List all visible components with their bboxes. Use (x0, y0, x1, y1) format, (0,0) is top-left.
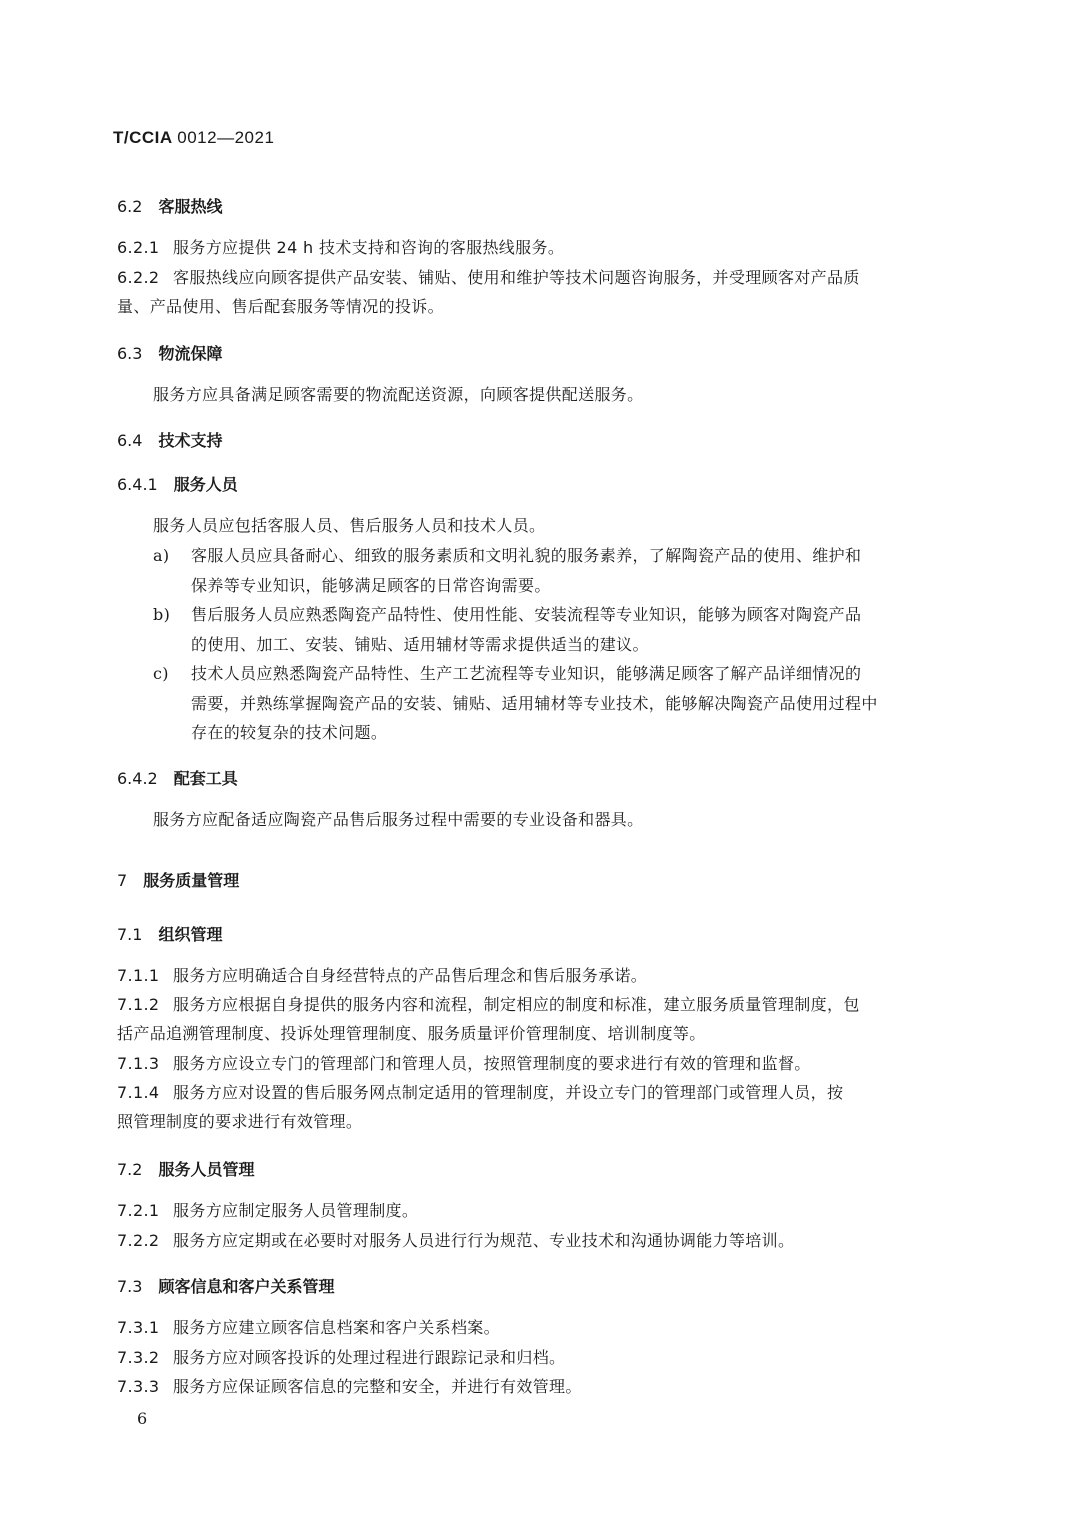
heading-6-2 (117, 194, 222, 217)
clause-text-line: 照管理制度的要求进行有效管理。 (117, 1111, 363, 1131)
heading-7-1 (117, 922, 222, 945)
clause-6-2-2 (117, 264, 951, 321)
clause-number: 6.2.1 (117, 238, 160, 257)
list-text-line: 客服人员应具备耐心、细致的服务素质和文明礼貌的服务素养，了解陶瓷产品的使用、维护和 (191, 546, 862, 565)
clause-text: 服务方应定期或在必要时对服务人员进行行为规范、专业技术和沟通协调能力等培训。 (173, 1231, 795, 1250)
section-number: 6.4 (117, 431, 143, 450)
list-item-b (153, 600, 862, 654)
section-number: 7.2 (117, 1160, 143, 1179)
clause-7-1-3 (117, 1050, 951, 1079)
heading-6-3 (117, 341, 222, 364)
clause-7-3-3 (117, 1373, 951, 1402)
heading-7-3 (117, 1274, 334, 1297)
list-item-c (153, 659, 878, 742)
paragraph-6-4-2: 服务方应配备适应陶瓷产品售后服务过程中需要的专业设备和器具。 (153, 810, 644, 829)
clause-number: 7.3.2 (117, 1348, 160, 1367)
clause-text: 服务方应制定服务人员管理制度。 (173, 1201, 419, 1220)
clause-6-2-1 (117, 234, 951, 263)
section-title: 服务人员管理 (158, 1160, 255, 1179)
clause-7-2-1 (117, 1197, 951, 1226)
clause-7-2-2 (117, 1227, 951, 1256)
clause-text: 服务方应保证顾客信息的完整和安全，并进行有效管理。 (173, 1377, 582, 1396)
section-number: 6.4.1 (117, 475, 158, 494)
clause-text-line: 服务方应对设置的售后服务网点制定适用的管理制度，并设立专门的管理部门或管理人员，按 (173, 1083, 844, 1102)
clause-7-1-2 (117, 991, 951, 1048)
clause-number: 7.1.3 (117, 1054, 160, 1073)
clause-text-line: 服务方应根据自身提供的服务内容和流程，制定相应的制度和标准，建立服务质量管理制度，包 (173, 995, 860, 1014)
clause-7-1-4 (117, 1079, 951, 1136)
clause-text-line: 括产品追溯管理制度、投诉处理管理制度、服务质量评价管理制度、培训制度等。 (117, 1023, 706, 1043)
heading-6-4-2 (117, 766, 238, 789)
clause-text: 服务方应对顾客投诉的处理过程进行跟踪记录和归档。 (173, 1348, 566, 1367)
section-title: 配套工具 (173, 769, 238, 788)
section-number: 6.4.2 (117, 769, 158, 788)
section-title: 客服热线 (158, 197, 223, 216)
paragraph-6-3: 服务方应具备满足顾客需要的物流配送资源，向顾客提供配送服务。 (153, 385, 644, 404)
clause-text-line: 客服热线应向顾客提供产品安装、铺贴、使用和维护等技术问题咨询服务，并受理顾客对产品质 (173, 268, 860, 287)
clause-number: 7.2.1 (117, 1201, 160, 1220)
section-title: 服务质量管理 (143, 871, 240, 890)
heading-6-4-1 (117, 472, 238, 495)
list-marker: b) (153, 605, 171, 624)
section-number: 6.3 (117, 344, 143, 363)
standard-number: 0012—2021 (177, 128, 275, 147)
clause-number: 7.1.4 (117, 1083, 160, 1102)
clause-number: 7.1.2 (117, 995, 160, 1014)
section-title: 顾客信息和客户关系管理 (158, 1277, 335, 1296)
clause-number: 7.2.2 (117, 1231, 160, 1250)
list-text-line: 需要，并熟练掌握陶瓷产品的安装、铺贴、适用辅材等专业技术，能够解决陶瓷产品使用过程中 (191, 693, 878, 713)
clause-7-3-2 (117, 1344, 951, 1373)
list-item-a (153, 541, 862, 595)
clause-text: 服务方应提供 24 h 技术支持和咨询的客服热线服务。 (173, 238, 565, 257)
section-title: 物流保障 (158, 344, 223, 363)
list-text-line: 技术人员应熟悉陶瓷产品特性、生产工艺流程等专业知识，能够满足顾客了解产品详细情况的 (191, 664, 862, 683)
clause-text: 服务方应设立专门的管理部门和管理人员，按照管理制度的要求进行有效的管理和监督。 (173, 1054, 811, 1073)
section-title: 服务人员 (173, 475, 238, 494)
clause-7-3-1 (117, 1314, 951, 1343)
section-title: 技术支持 (158, 431, 223, 450)
list-marker: c) (153, 664, 169, 683)
standard-prefix: T/CCIA (113, 128, 173, 147)
heading-7-2 (117, 1157, 254, 1180)
clause-number: 7.1.1 (117, 966, 160, 985)
heading-6-4 (117, 428, 222, 451)
clause-7-1-1 (117, 962, 951, 991)
clause-number: 7.3.1 (117, 1318, 160, 1337)
paragraph-6-4-1: 服务人员应包括客服人员、售后服务人员和技术人员。 (153, 516, 546, 535)
clause-number: 6.2.2 (117, 268, 160, 287)
list-text-line: 售后服务人员应熟悉陶瓷产品特性、使用性能、安装流程等专业知识，能够为顾客对陶瓷产品 (191, 605, 862, 624)
clause-text-line: 量、产品使用、售后配套服务等情况的投诉。 (117, 296, 445, 316)
section-number: 6.2 (117, 197, 143, 216)
page-number: 6 (137, 1409, 148, 1428)
section-number: 7 (117, 871, 128, 890)
clause-text: 服务方应明确适合自身经营特点的产品售后理念和售后服务承诺。 (173, 966, 648, 985)
clause-number: 7.3.3 (117, 1377, 160, 1396)
standard-code (113, 128, 274, 148)
section-number: 7.1 (117, 925, 143, 944)
list-text-line: 存在的较复杂的技术问题。 (191, 723, 388, 742)
clause-text: 服务方应建立顾客信息档案和客户关系档案。 (173, 1318, 501, 1337)
list-text-line: 的使用、加工、安装、铺贴、适用辅材等需求提供适当的建议。 (191, 634, 649, 654)
list-text-line: 保养等专业知识，能够满足顾客的日常咨询需要。 (191, 575, 551, 595)
list-marker: a) (153, 546, 170, 565)
section-title: 组织管理 (158, 925, 223, 944)
heading-7 (117, 868, 239, 891)
section-number: 7.3 (117, 1277, 143, 1296)
